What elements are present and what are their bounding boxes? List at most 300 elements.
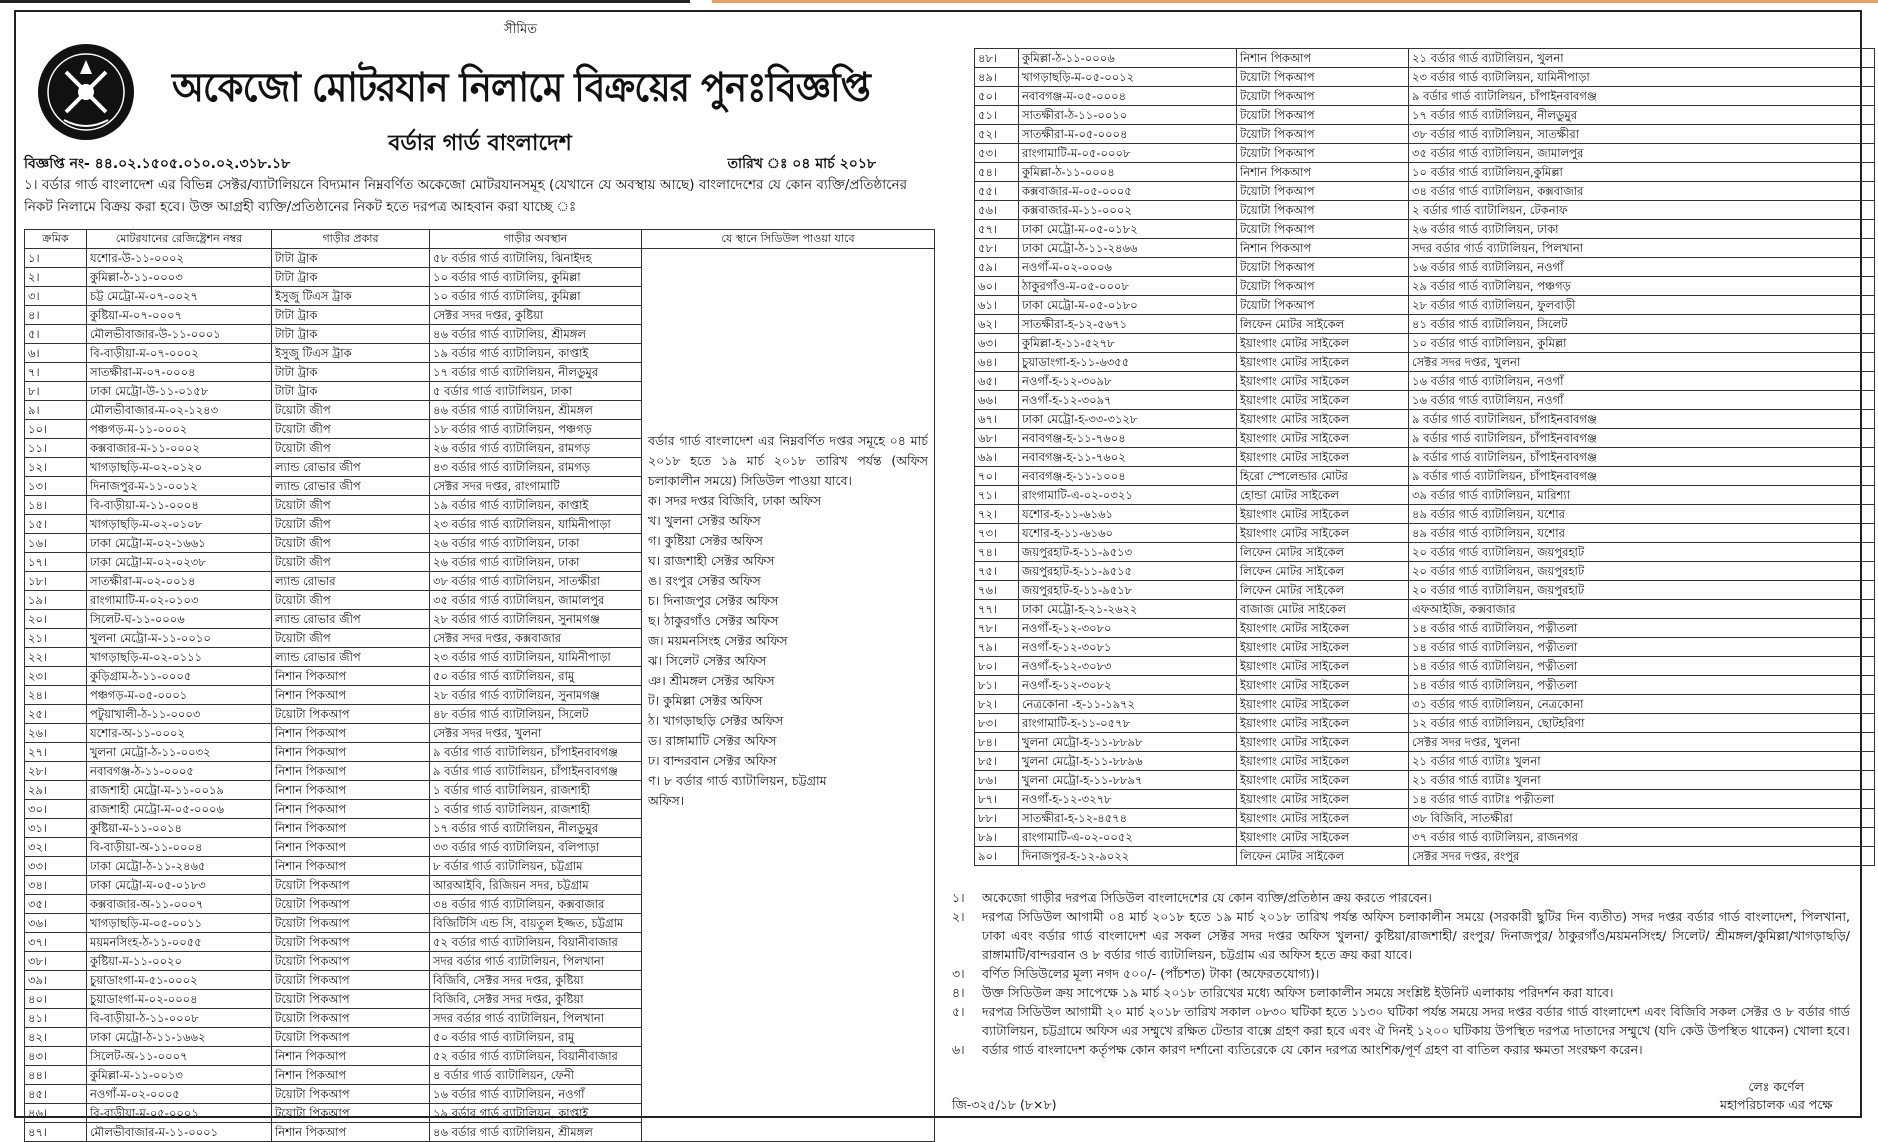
cell-registration: নেত্রকোনা -হ-১১-১৯৭২ [1019,695,1237,714]
table-row [975,790,1875,809]
cell-vehicle-type: টয়োটা পিকআপ [1237,220,1409,239]
cell-location: ৪ বর্ডার গার্ড ব্যাটালিয়ন, ফেনী [430,1066,642,1085]
cell-vehicle-type: ইয়াংগাং মোটর সাইকেল [1237,638,1409,657]
cell-location: ৯ বর্ডার গার্ড ব্যাটালিয়ন, চাঁপাইনবাবগঞ্জ [1409,87,1875,106]
cell-registration: ঠাকুরগাঁও-ম-০৫-০০০৮ [1019,277,1237,296]
term-text: বর্ণিত সিডিউলের মূল্য নগদ ৫০০/- (পাঁচশত) টাকা (অফেরতযোগ্য)। [982,966,1320,981]
cell-serial: ৬২। [975,315,1019,334]
cell-registration: খাগড়াছড়ি-ম-০২-০১২০ [87,458,272,477]
cell-serial: ৩৩। [25,857,87,876]
cell-serial: ৫৫। [975,182,1019,201]
cell-serial: ৮৮। [975,809,1019,828]
cell-vehicle-type: লিফেন মোটর সাইকেল [1237,562,1409,581]
cell-vehicle-type: নিশান পিকআপ [272,667,430,686]
table-row [975,296,1875,315]
table-header-row [25,230,935,249]
terms-list [952,888,1850,1059]
cell-serial: ৮০। [975,657,1019,676]
cell-location: ১৯ বর্ডার গার্ড ব্যাটালিয়ন, কাপ্তাই [430,1104,642,1123]
cell-registration: সাতক্ষীরা-হ-১২-৪৫৭৪ [1019,809,1237,828]
signatory-behalf: মহাপরিচালক এর পক্ষে [1720,1097,1833,1112]
cell-location: ১৪ বর্ডার গার্ড ব্যাটাঃ পত্নীতলা [1409,790,1875,809]
cell-serial: ৬। [25,344,87,363]
cell-location: ১২ বর্ডার গার্ড ব্যাটালিয়ন, ছোটহরিণা [1409,714,1875,733]
cell-location: ৪৬ বর্ডার গার্ড ব্যাটালিয়ন, শ্রীমঙ্গল [430,1123,642,1142]
cell-vehicle-type: টাটা ট্রাক [272,306,430,325]
cell-vehicle-type: নিশান পিকআপ [272,686,430,705]
signatory-rank: লেঃ কর্ণেল [1748,1079,1805,1094]
cell-location: ৫ বর্ডার গার্ড ব্যাটালিয়ন, ঢাকা [430,382,642,401]
table-row [975,581,1875,600]
cell-serial: ৪। [25,306,87,325]
schedule-office: গ। কুষ্টিয়া সেক্টর অফিস [648,533,763,548]
cell-vehicle-type: নিশান পিকআপ [272,762,430,781]
cell-serial: ৩৬। [25,914,87,933]
table-row [975,258,1875,277]
cell-vehicle-type: নিশান পিকআপ [272,819,430,838]
schedule-office: জ। ময়মনসিংহ সেক্টর অফিস [648,633,788,648]
cell-registration: যশোর-হ-১১-৬১৬১ [1019,505,1237,524]
cell-location: ৩৯ বর্ডার গার্ড ব্যাটালিয়ন, মারিশ্যা [1409,486,1875,505]
cell-registration: কুমিল্লা-হ-১১-৫২৭৮ [1019,334,1237,353]
cell-location: ১০ বর্ডার গার্ড ব্যাটালিয়, কুমিল্লা [430,268,642,287]
cell-registration: রাংগামাটি-এ-০২-০৩২১ [1019,486,1237,505]
cell-location: ৩৮ বর্ডার গার্ড ব্যাটালিয়ন, সাতক্ষীরা [1409,125,1875,144]
cell-serial: ২৯। [25,781,87,800]
table-row [975,353,1875,372]
cell-vehicle-type: টয়োটা পিকআপ [1237,144,1409,163]
cell-vehicle-type: টয়োটা পিকআপ [1237,201,1409,220]
cell-registration: কুড়িগ্রাম-ঠ-১১-০০০৫ [87,667,272,686]
table-row [975,448,1875,467]
cell-serial: ১৭। [25,553,87,572]
cell-registration: কক্সবাজার-ম-১১-০০০২ [87,439,272,458]
cell-serial: ২১। [25,629,87,648]
cell-vehicle-type: টয়োটা পিকআপ [272,933,430,952]
schedule-intro: বর্ডার গার্ড বাংলাদেশ এর নিম্নবর্ণিত দপ্তর সমূহে ০৪ মার্চ ২০১৮ হতে ১৯ মার্চ ২০১৮ তারিখ পর্যন্ত (অফিস চলাকালীন সময়ে) সিডিউল পাওয়া যাবে। [648,433,928,488]
cell-vehicle-type: নিশান পিকআপ [1237,239,1409,258]
cell-serial: ৭। [25,363,87,382]
cell-vehicle-type: নিশান পিকআপ [272,857,430,876]
cell-registration: কুমিল্লা-ঠ-১১-০০০৬ [1019,49,1237,68]
term-item [952,907,1850,964]
cell-vehicle-type: টয়োটা পিকআপ [1237,182,1409,201]
schedule-office: অফিস। [648,793,685,808]
cell-serial: ৯। [25,401,87,420]
cell-registration: যশোর-অ-১১-০০০২ [87,724,272,743]
cell-registration: খুলনা মেট্রো-হ-১১-৮৮৯৮ [1019,733,1237,752]
cell-serial: ৮১। [975,676,1019,695]
term-text: দরপত্র সিডিউল আগামী ২০ মার্চ ২০১৮ তারিখ সকাল ০৮৩০ ঘটিকা হতে ১১৩০ ঘটিকা পর্যন্ত সময়ে সদর দপ্তর বর্ডার গার্ড বাংলাদেশ এবং বিজিবি সকল সেক্টর ও ৮ বর্ডার গার্ড ব্যাটালিয়ন, চট্টগ্রামে অফিস এর সম্মুখে রক্ষিত টেন্ডার বাক্সে গ্রহণ করা হবে এবং ঐ দিনই ১২০০ ঘটিকায় উপস্থিত দরপত্র দাতাদের সম্মুখে (যদি কেউ উপস্থিত থাকেন) খোলা হবে। [982,1004,1850,1038]
cell-serial: ৫৯। [975,258,1019,277]
cell-location: সেক্টর সদর দপ্তর, রাংগামাটি [430,477,642,496]
col-registration: মোটরযানের রেজিষ্ট্রেশন নম্বর [87,230,272,249]
cell-vehicle-type: লিফেন মোটর সাইকেল [1237,543,1409,562]
cell-location: ৫০ বর্ডার গার্ড ব্যাটালিয়ন, রামু [430,1028,642,1047]
cell-vehicle-type: টয়োটা জীপ [272,591,430,610]
cell-serial: ৮৬। [975,771,1019,790]
cell-serial: ৫৪। [975,163,1019,182]
cell-location: ১ বর্ডার গার্ড ব্যাটালিয়ন, রাজশাহী [430,800,642,819]
cell-registration: খাগড়াছড়ি-ম-০৫-০০১২ [1019,68,1237,87]
cell-registration: পটুয়াখালী-ঠ-১১-০০০৩ [87,705,272,724]
cell-registration: ঢাকা মেট্রো-ম-০২-০২৩৮ [87,553,272,572]
cell-location: ১৬ বর্ডার গার্ড ব্যাটালিয়ন, নওগাঁ [1409,258,1875,277]
cell-registration: খুলনা মেট্রো-ম-১১-০০১০ [87,629,272,648]
cell-location: ১৬ বর্ডার গার্ড ব্যাটালিয়ন, নওগাঁ [430,1085,642,1104]
schedule-office: ঙ। রংপুর সেক্টর অফিস [648,573,761,588]
cell-registration: মৌলভীবাজার-ম-১১-০০০১ [87,1123,272,1142]
cell-vehicle-type: ল্যান্ড রোভার জীপ [272,458,430,477]
cell-serial: ৬৮। [975,429,1019,448]
cell-serial: ৫০। [975,87,1019,106]
cell-location: ১৬ বর্ডার গার্ড ব্যাটালিয়ন, নওগাঁ [1409,372,1875,391]
cell-vehicle-type: ল্যান্ড রোভার জীপ [272,648,430,667]
cell-serial: ৬৩। [975,334,1019,353]
cell-vehicle-type: টাটা ট্রাক [272,363,430,382]
cell-serial: ৩২। [25,838,87,857]
cell-location: ২৬ বর্ডার গার্ড ব্যাটালিয়ন, ঢাকা [430,553,642,572]
cell-serial: ৮২। [975,695,1019,714]
cell-registration: কক্সবাজার-ম-১১-০০০২ [1019,201,1237,220]
cell-vehicle-type: ইয়াংগাং মোটর সাইকেল [1237,429,1409,448]
cell-location: ২৮ বর্ডার গার্ড ব্যাটালিয়ন, সুনামগঞ্জ [430,610,642,629]
cell-location: ৩১ বর্ডার গার্ড ব্যাটালিয়ন, নেত্রকোনা [1409,695,1875,714]
cell-registration: কুষ্টিয়া-ম-১১-০০২০ [87,952,272,971]
cell-registration: জয়পুরহাট-হ-১১-৯৫১৫ [1019,562,1237,581]
cell-registration: ময়মনসিংহ-ঠ-১১-০০৫৫ [87,933,272,952]
cell-location: ১৭ বর্ডার গার্ড ব্যাটালিয়ন, নীলডুমুর [430,363,642,382]
cell-registration: নবাবগঞ্জ-ঠ-১১-০০০৫ [87,762,272,781]
cell-vehicle-type: ল্যান্ড রোভার জীপ [272,610,430,629]
cell-registration: ঢাকা মেট্রো-ম-০৫-০১৮২ [1019,220,1237,239]
term-item [952,983,1850,1002]
top-rule-right [712,0,1878,3]
cell-location: ৫২ বর্ডার গার্ড ব্যাটালিয়ন, বিয়ানীবাজার [430,933,642,952]
cell-serial: ৮৫। [975,752,1019,771]
schedule-office: ড। রাঙ্গামাটি সেক্টর অফিস [648,733,777,748]
cell-registration: ঢাকা মেট্রো-ঠ-১১-১৬৬২ [87,1028,272,1047]
table-row [975,657,1875,676]
cell-serial: ৬৭। [975,410,1019,429]
cell-serial: ৪১। [25,1009,87,1028]
cell-registration: ঢাকা মেট্রো-হ-৩৩-৩১২৮ [1019,410,1237,429]
cell-registration: পঞ্চগড়-ম-০৫-০০০১ [87,686,272,705]
vehicle-table-left [24,229,935,1142]
limited-label: সীমিত [504,22,537,37]
table-row [25,249,935,268]
cell-serial: ৬৯। [975,448,1019,467]
cell-serial: ৫৩। [975,144,1019,163]
top-rule-left [0,0,690,3]
cell-registration: কুষ্টিয়া-ম-০৭-০০০৭ [87,306,272,325]
cell-registration: রাজশাহী মেট্রো-ম-১১-০০১৯ [87,781,272,800]
cell-location: বিজিবি, সেক্টর সদর দপ্তর, কুষ্টিয়া [430,990,642,1009]
cell-registration: ঢাকা মেট্রো-উ-১১-০১৫৮ [87,382,272,401]
cell-serial: ৭৩। [975,524,1019,543]
cell-serial: ১৩। [25,477,87,496]
cell-serial: ৬৪। [975,353,1019,372]
cell-registration: কুমিল্লা-ঠ-১১-০০০৩ [87,268,272,287]
gov-order-number: জি-৩২৫/১৮ (৮×৮) [952,1097,1057,1112]
cell-location: ২৬ বর্ডার গার্ড ব্যাটালিয়ন, ঢাকা [1409,220,1875,239]
cell-vehicle-type: টয়োটা জীপ [272,496,430,515]
intro-paragraph: ১। বর্ডার গার্ড বাংলাদেশ এর বিভিন্ন সেক্টর/ব্যাটালিয়নে বিদ্যমান নিম্নবর্ণিত অকেজো মোটরযানসমূহ (যেখানে যে অবস্থায় আছে) বাংলাদেশের যে কোন ব্যক্তি/প্রতিষ্ঠানের নিকট নিলামে বিক্রয় করা হবে। উক্ত আগ্রহী ব্যক্তি/প্রতিষ্ঠানের নিকট হতে দরপত্র আহবান করা যাচ্ছে ঃ [24,177,908,215]
cell-location: ১০ বর্ডার গার্ড ব্যাটালিয়ন,কুমিল্লা [1409,163,1875,182]
cell-registration: চুয়াডাংগা-হ-১১-৬৩৫৫ [1019,353,1237,372]
cell-serial: ১৫। [25,515,87,534]
cell-vehicle-type: টয়োটা জীপ [272,553,430,572]
cell-location: সেক্টর সদর দপ্তর, খুলনা [430,724,642,743]
col-serial: ক্রমিক [25,230,87,249]
cell-serial: ৭৫। [975,562,1019,581]
table-row [975,505,1875,524]
cell-serial: ৩৭। [25,933,87,952]
cell-registration: নওগাঁ-হ-১২-৩০৯৮ [1019,372,1237,391]
cell-serial: ৫২। [975,125,1019,144]
cell-registration: নবাবগঞ্জ-হ-১১-৭৬০৪ [1019,429,1237,448]
cell-registration: বি-বাড়ীয়া-ম-১১-০০০৪ [87,496,272,515]
cell-vehicle-type: ইয়াংগাং মোটর সাইকেল [1237,790,1409,809]
cell-location: ১৬ বর্ডার গার্ড ব্যাটালিয়ন, নওগাঁ [1409,391,1875,410]
cell-vehicle-type: ইয়াংগাং মোটর সাইকেল [1237,695,1409,714]
cell-serial: ৪৭। [25,1123,87,1142]
table-row [975,752,1875,771]
cell-location: সদর বর্ডার গার্ড ব্যাটালিয়ন, পিলখানা [430,952,642,971]
cell-registration: খুলনা মেট্রো-হ-১১-৮৮৯৭ [1019,771,1237,790]
cell-location: ৩৮ বিজিবি, সাতক্ষীরা [1409,809,1875,828]
cell-vehicle-type: টয়োটা পিকআপ [272,990,430,1009]
cell-serial: ৫৬। [975,201,1019,220]
cell-location: ৯ বর্ডার গার্ড ব্যাটালিয়ন, চাঁপাইনবাবগঞ্জ [1409,429,1875,448]
term-item [952,1040,1850,1059]
cell-serial: ৮৯। [975,828,1019,847]
cell-vehicle-type: টয়োটা জীপ [272,534,430,553]
cell-location: ১০ বর্ডার গার্ড ব্যাটালিয়ন, কুমিল্লা [1409,334,1875,353]
cell-serial: ১৪। [25,496,87,515]
cell-location: ৩৪ বর্ডার গার্ড ব্যাটালিয়ন, কক্সবাজার [430,895,642,914]
cell-registration: খুলনা মেট্রো-হ-১১-৮৮৯৬ [1019,752,1237,771]
term-text: বর্ডার গার্ড বাংলাদেশ কর্তৃপক্ষ কোন কারণ দর্শানো ব্যতিরেকে যে কোন দরপত্র আংশিক/পূর্ণ গ্রহণ বা বাতিল করার ক্ষমতা সংরক্ষণ করেন। [982,1042,1643,1057]
cell-vehicle-type: নিশান পিকআপ [272,781,430,800]
table-row [975,733,1875,752]
cell-vehicle-type: ইয়াংগাং মোটর সাইকেল [1237,505,1409,524]
cell-location: ৫২ বর্ডার গার্ড ব্যাটালিয়ন, বিয়ানীবাজার [430,1047,642,1066]
table-row [975,847,1875,866]
cell-location: ৪৮ বর্ডার গার্ড ব্যাটালিয়ন, সিলেট [430,705,642,724]
cell-registration: ঢাকা মেট্রো-হ-২১-২৬২২ [1019,600,1237,619]
cell-location: ৪৬ বর্ডার গার্ড ব্যাটালিয়, শ্রীমঙ্গল [430,325,642,344]
table-row [975,828,1875,847]
cell-registration: সাতক্ষীরা-ম-০৭-০০০৪ [87,363,272,382]
cell-vehicle-type: হিরো স্পেলেন্ডার মোটর [1237,467,1409,486]
page-title: অকেজো মোটরযান নিলামে বিক্রয়ের পুনঃবিজ্ঞপ্তি [172,64,870,111]
cell-serial: ৪২। [25,1028,87,1047]
cell-serial: ৮৪। [975,733,1019,752]
table-row [975,676,1875,695]
cell-serial: ৫৭। [975,220,1019,239]
cell-location: বিজিবি, সেক্টর সদর দপ্তর, কুষ্টিয়া [430,971,642,990]
cell-vehicle-type: ইয়াংগাং মোটর সাইকেল [1237,714,1409,733]
cell-location: ২৬ বর্ডার গার্ড ব্যাটালিয়ন, রামগড় [430,439,642,458]
cell-location: ১ বর্ডার গার্ড ব্যাটালিয়ন, রাজশাহী [430,781,642,800]
notice-date: তারিখ ঃ ০৪ মার্চ ২০১৮ [727,156,876,172]
cell-registration: বি-বাড়ীয়া-ম-০৭-০০০২ [87,344,272,363]
cell-vehicle-type: ইয়াংগাং মোটর সাইকেল [1237,448,1409,467]
cell-location: ১৯ বর্ডার গার্ড ব্যাটালিয়ন, কাপ্তাই [430,344,642,363]
cell-registration: ঢাকা মেট্রো-ম-০২-১৬৬১ [87,534,272,553]
cell-serial: ৬১। [975,296,1019,315]
table-row [975,201,1875,220]
cell-location: বিজিটিসি এন্ড সি, বায়তুল ইজ্জত, চট্টগ্রাম [430,914,642,933]
cell-location: ২০ বর্ডার গার্ড ব্যাটালিয়ন, জয়পুরহাট [1409,562,1875,581]
cell-location: ২১ বর্ডার গার্ড ব্যাটাঃ খুলনা [1409,771,1875,790]
table-row [975,182,1875,201]
vehicle-table-right [974,48,1875,866]
table-row [975,277,1875,296]
cell-serial: ৭৯। [975,638,1019,657]
term-text: অকেজো গাড়ীর দরপত্র সিডিউল বাংলাদেশের যে কোন ব্যক্তি/প্রতিষ্ঠান ক্রয় করতে পারবেন। [982,890,1432,905]
col-location: গাড়ীর অবস্থান [430,230,642,249]
cell-location: ৯ বর্ডার গার্ড ব্যাটালিয়ন, চাঁপাইনবাবগঞ্জ [1409,467,1875,486]
table-row [975,391,1875,410]
cell-registration: খাগড়াছড়ি-ম-০২-০১১১ [87,648,272,667]
cell-registration: রাংগামাটি-ম-০২-০১০৩ [87,591,272,610]
cell-serial: ১৬। [25,534,87,553]
cell-vehicle-type: নিশান পিকআপ [272,1066,430,1085]
cell-registration: নওগাঁ-হ-১২-৩০৮১ [1019,638,1237,657]
cell-serial: ৩৪। [25,876,87,895]
cell-serial: ৩৯। [25,971,87,990]
schedule-office: ট। কুমিল্লা সেক্টর অফিস [648,693,763,708]
cell-vehicle-type: নিশান পিকআপ [1237,163,1409,182]
cell-registration: ঢাকা মেট্রো-ম-০৫-০১৮৩ [87,876,272,895]
schedule-office: ঢ। বান্দরবান সেক্টর অফিস [648,753,777,768]
cell-registration: রাংগামাটি-এ-০২-০০৫২ [1019,828,1237,847]
cell-vehicle-type: টাটা ট্রাক [272,325,430,344]
schedule-office: ণ। ৮ বর্ডার গার্ড ব্যাটালিয়ন, চট্টগ্রাম [648,773,827,788]
cell-vehicle-type: ইয়াংগাং মোটর সাইকেল [1237,657,1409,676]
cell-location: সেক্টর সদর দপ্তর, খুলনা [1409,353,1875,372]
cell-location: ১০ বর্ডার গার্ড ব্যাটালিয়, কুমিল্লা [430,287,642,306]
cell-registration: সাতক্ষীরা-হ-১২-৫৬৭১ [1019,315,1237,334]
cell-vehicle-type: ল্যান্ড রোভার জীপ [272,477,430,496]
cell-location: ২৩ বর্ডার গার্ড ব্যাটালিয়ন, যামিনীপাড়া [430,648,642,667]
table-row [975,600,1875,619]
cell-serial: ৭০। [975,467,1019,486]
cell-registration: সাতক্ষীরা-ম-০২-০০১৪ [87,572,272,591]
cell-serial: ৩১। [25,819,87,838]
cell-serial: ১৯। [25,591,87,610]
cell-vehicle-type: ইয়াংগাং মোটর সাইকেল [1237,524,1409,543]
cell-location: ৩৫ বর্ডার গার্ড ব্যাটালিয়ন, জামালপুর [430,591,642,610]
cell-vehicle-type: ইয়াংগাং মোটর সাইকেল [1237,372,1409,391]
cell-registration: চুয়াডাংগা-ম-০২-০০০৪ [87,990,272,1009]
cell-vehicle-type: টাটা ট্রাক [272,268,430,287]
cell-registration: নবাবগঞ্জ-ম-০৫-০০০৪ [1019,87,1237,106]
cell-vehicle-type: টয়োটা পিকআপ [1237,125,1409,144]
cell-registration: কুমিল্লা-ম-১১-০০১৩ [87,1066,272,1085]
cell-serial: ২৫। [25,705,87,724]
cell-registration: নওগাঁ-হ-১২-৩২৭৮ [1019,790,1237,809]
cell-serial: ৮। [25,382,87,401]
cell-location: ৯ বর্ডার গার্ড ব্যাটালিয়ন, চাঁপাইনবাবগঞ্জ [1409,448,1875,467]
cell-vehicle-type: টয়োটা পিকআপ [272,705,430,724]
cell-registration: রাংগামাটি-ম-০৫-০০০৮ [1019,144,1237,163]
table-row [975,49,1875,68]
cell-location: ১৪ বর্ডার গার্ড ব্যাটালিয়ন, পত্নীতলা [1409,638,1875,657]
schedule-office: ঞ। শ্রীমঙ্গল সেক্টর অফিস [648,673,775,688]
table-row [975,334,1875,353]
term-number: ৫। [952,1004,965,1019]
cell-registration: নওগাঁ-হ-১২-৩০৯৭ [1019,391,1237,410]
cell-registration: রাংগামাটি-হ-১১-০৫৭৮ [1019,714,1237,733]
cell-serial: ১০। [25,420,87,439]
cell-vehicle-type: টয়োটা পিকআপ [272,1104,430,1123]
cell-serial: ৩৮। [25,952,87,971]
cell-vehicle-type: নিশান পিকআপ [272,1047,430,1066]
cell-location: ৩৫ বর্ডার গার্ড ব্যাটালিয়ন, জামালপুর [1409,144,1875,163]
table-row [975,125,1875,144]
cell-serial: ৪৩। [25,1047,87,1066]
schedule-office: ঠ। খাগড়াছড়ি সেক্টর অফিস [648,713,784,728]
schedule-office: ছ। ঠাকুরগাঁও সেক্টর অফিস [648,613,779,628]
cell-vehicle-type: টয়োটা জীপ [272,401,430,420]
cell-serial: ৭৮। [975,619,1019,638]
cell-vehicle-type: ইয়াংগাং মোটর সাইকেল [1237,771,1409,790]
cell-location: ৪৬ বর্ডার গার্ড ব্যাটালিয়ন, শ্রীমঙ্গল [430,401,642,420]
cell-vehicle-type: টয়োটা পিকআপ [272,952,430,971]
cell-serial: ১৮। [25,572,87,591]
schedule-office: চ। দিনাজপুর সেক্টর অফিস [648,593,779,608]
cell-vehicle-type: টয়োটা পিকআপ [272,1009,430,1028]
term-number: ৬। [952,1042,965,1057]
cell-location: ১৭ বর্ডার গার্ড ব্যাটালিয়ন, নীলডুমুর [430,819,642,838]
cell-location: ৫০ বর্ডার গার্ড ব্যাটালিয়ন, রামু [430,667,642,686]
cell-location: ১৯ বর্ডার গার্ড ব্যাটালিয়ন, কাপ্তাই [430,496,642,515]
cell-serial: ১। [25,249,87,268]
cell-location: ৪৩ বর্ডার গার্ড ব্যাটালিয়ন, রামগড় [430,458,642,477]
cell-vehicle-type: ইসুজু টিএস ট্রাক [272,344,430,363]
table-row [975,163,1875,182]
cell-location: ৪১ বর্ডার গার্ড ব্যাটালিয়ন, সিলেট [1409,315,1875,334]
cell-registration: চট্ট মেট্রো-ম-০৭-০০২৭ [87,287,272,306]
cell-serial: ৭৪। [975,543,1019,562]
cell-vehicle-type: ল্যান্ড রোভার [272,572,430,591]
cell-vehicle-type: ইয়াংগাং মোটর সাইকেল [1237,391,1409,410]
table-row [975,410,1875,429]
table-row [975,524,1875,543]
term-number: ১। [952,890,965,905]
cell-vehicle-type: টয়োটা পিকআপ [272,876,430,895]
table-row [975,87,1875,106]
cell-vehicle-type: নিশান পিকআপ [272,724,430,743]
cell-serial: ৫। [25,325,87,344]
cell-vehicle-type: বাজাজ মোটর সাইকেল [1237,600,1409,619]
cell-serial: ৯০। [975,847,1019,866]
cell-vehicle-type: ইয়াংগাং মোটর সাইকেল [1237,809,1409,828]
cell-location: ৩৩ বর্ডার গার্ড ব্যাটালিয়ন, বলিপাড়া [430,838,642,857]
cell-vehicle-type: নিশান পিকআপ [1237,49,1409,68]
page-subtitle: বর্ডার গার্ড বাংলাদেশ [388,130,572,156]
cell-registration: মৌলভীবাজার-উ-১১-০০০১ [87,325,272,344]
cell-registration: রাজশাহী মেট্রো-ম-০৫-০০০৬ [87,800,272,819]
table-row [975,486,1875,505]
cell-registration: সাতক্ষীরা-ম-০৫-০০০৪ [1019,125,1237,144]
cell-registration: কুমিল্লা-ঠ-১১-০০০৪ [1019,163,1237,182]
cell-registration: নওগাঁ-ম-০২-০০০৬ [1019,258,1237,277]
cell-location: ৩৪ বর্ডার গার্ড ব্যাটালিয়ন, কক্সবাজার [1409,182,1875,201]
